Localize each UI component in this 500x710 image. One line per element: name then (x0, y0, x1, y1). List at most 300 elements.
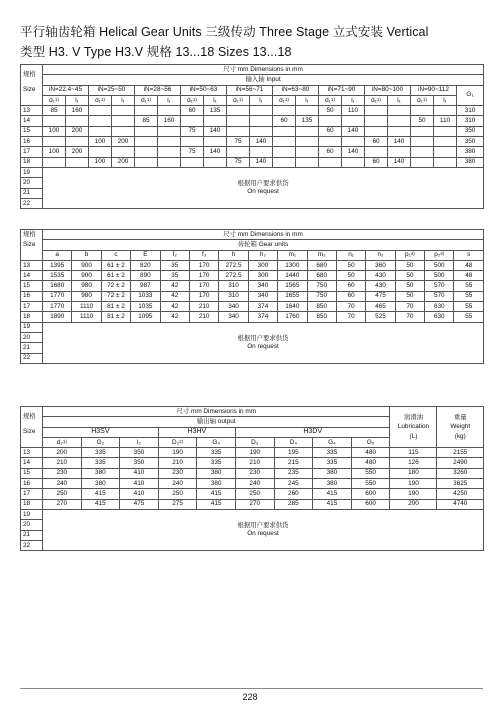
value-cell: 135 (204, 106, 227, 116)
value-cell: 70 (336, 312, 365, 322)
value-cell (135, 126, 158, 136)
d1-label: d₁ (187, 96, 193, 104)
value-cell: 340 (248, 281, 277, 291)
value-cell (227, 147, 250, 157)
value-cell (250, 126, 273, 136)
value-cell: 374 (248, 302, 277, 312)
value-cell: 285 (274, 499, 313, 509)
value-cell: 415 (81, 489, 120, 499)
value-cell: 570 (425, 281, 454, 291)
value-cell (112, 126, 135, 136)
size-label-en: Size (21, 240, 43, 250)
value-cell (181, 137, 204, 147)
value-cell (158, 147, 181, 157)
column-header (366, 250, 395, 260)
value-cell: 3625 (437, 479, 484, 489)
d1-header: d₁$^{1)}$ (411, 95, 434, 105)
value-cell (296, 137, 319, 147)
column-header-label: p₁ (405, 251, 411, 259)
value-cell: 380 (81, 468, 120, 478)
value-cell: 240 (235, 479, 274, 489)
table-row (21, 322, 484, 332)
l1-header: l₁ (342, 95, 365, 105)
column-header (235, 437, 274, 447)
value-cell: 50 (336, 260, 365, 270)
value-cell: 380 (197, 468, 236, 478)
value-cell: 200 (112, 157, 135, 167)
column-header (219, 250, 248, 260)
value-cell: 550 (351, 479, 390, 489)
value-cell: 70 (336, 302, 365, 312)
value-cell: 50 (395, 271, 424, 281)
on-request-note (43, 167, 484, 208)
value-cell: 1110 (72, 302, 101, 312)
value-cell: 272.5 (219, 260, 248, 270)
size-label-en: Size (21, 85, 43, 95)
value-cell: 335 (197, 448, 236, 458)
size-cell: 17 (21, 302, 43, 312)
value-cell: 980 (72, 281, 101, 291)
value-cell: 50 (319, 106, 342, 116)
value-cell: 35 (160, 260, 189, 270)
value-cell: 48 (454, 260, 484, 270)
size-cell: 20 (21, 332, 43, 342)
value-cell: 170 (189, 281, 218, 291)
value-cell: 200 (66, 126, 89, 136)
value-cell: 680 (307, 260, 336, 270)
group-h3hv: H3HV (158, 427, 235, 437)
value-cell (365, 106, 388, 116)
weight-en: Weight (450, 423, 471, 431)
value-cell: 210 (158, 458, 197, 468)
dimensions-title: 尺寸 mm Dimensions in mm (43, 230, 484, 240)
table-row (21, 271, 484, 281)
page-title-line2: 类型 H3. V Type H3.V 规格 13...18 Sizes 13...18 (20, 45, 292, 59)
size-cell: 22 (21, 198, 43, 208)
column-header-label: m₂ (317, 251, 326, 259)
value-cell: 380 (81, 479, 120, 489)
dimensions-title: 尺寸 mm Dimensions in mm (43, 65, 484, 75)
value-cell: 300 (248, 271, 277, 281)
value-cell: 987 (131, 281, 160, 291)
value-cell (388, 106, 411, 116)
column-header (197, 437, 236, 447)
value-cell: 1770 (43, 291, 72, 301)
value-cell (342, 157, 365, 167)
value-cell: 81 ± 2 (101, 302, 130, 312)
table-row (21, 106, 484, 116)
gear-units-rows (21, 260, 484, 363)
size-cell: 22 (21, 353, 43, 363)
section-title: 输出轴 output (43, 417, 390, 427)
value-cell (158, 137, 181, 147)
value-cell (411, 147, 434, 157)
column-header (454, 250, 484, 260)
l1-header: l₁ (158, 95, 181, 105)
value-cell: 350 (457, 137, 484, 147)
value-cell (89, 116, 112, 126)
value-cell: 70 (395, 302, 424, 312)
value-cell: 42 (160, 302, 189, 312)
column-header: p₁$^{4)}$ (395, 250, 424, 260)
size-cell: 18 (21, 499, 43, 509)
value-cell (181, 116, 204, 126)
column-header-label: f₂ (172, 251, 177, 259)
section-title: 输入轴 Input (43, 75, 484, 85)
column-header-label: D₄ (289, 438, 297, 446)
value-cell: 75 (181, 126, 204, 136)
column-header-label: G₂ (96, 438, 105, 446)
value-cell (273, 147, 296, 157)
lubrication-header (390, 407, 437, 448)
value-cell: 980 (72, 291, 101, 301)
size-cell: 19 (21, 322, 43, 332)
size-cell: 21 (21, 188, 43, 198)
size-label-cn: 规格 (21, 407, 43, 428)
value-cell: 70 (395, 312, 424, 322)
on-request-en: On request (247, 530, 279, 538)
column-header: d₂$^{1)}$ (43, 437, 82, 447)
value-cell: 200 (112, 137, 135, 147)
column-header (131, 250, 160, 260)
on-request-en: On request (247, 188, 279, 196)
size-cell: 15 (21, 468, 43, 478)
value-cell: 430 (366, 271, 395, 281)
column-header-label: D₂ (172, 438, 180, 446)
value-cell: 900 (72, 271, 101, 281)
value-cell: 250 (43, 489, 82, 499)
dimensions-title: 尺寸 mm Dimensions in mm (43, 407, 390, 417)
value-cell: 275 (158, 499, 197, 509)
on-request-cn: 根据用户要求供货 (237, 522, 289, 530)
value-cell (434, 137, 457, 147)
table-row (21, 260, 484, 270)
value-cell: 230 (43, 468, 82, 478)
value-cell (273, 126, 296, 136)
value-cell: 630 (425, 302, 454, 312)
value-cell: 75 (181, 147, 204, 157)
value-cell (250, 147, 273, 157)
value-cell: 42 (160, 291, 189, 301)
value-cell: 55 (454, 302, 484, 312)
ratio-group-header: iN=28~56 (135, 85, 181, 95)
value-cell (135, 147, 158, 157)
column-header-label: f₃ (201, 251, 207, 259)
value-cell: 350 (457, 126, 484, 136)
value-cell: 140 (204, 126, 227, 136)
column-header (101, 250, 130, 260)
value-cell: 60 (319, 147, 342, 157)
value-cell: 475 (366, 291, 395, 301)
value-cell (319, 157, 342, 167)
value-cell: 200 (43, 448, 82, 458)
value-cell: 500 (425, 260, 454, 270)
table-row (21, 489, 484, 499)
value-cell: 380 (457, 157, 484, 167)
l1-header: l₁ (204, 95, 227, 105)
value-cell: 72 ± 2 (101, 281, 130, 291)
value-cell (388, 147, 411, 157)
value-cell: 250 (158, 489, 197, 499)
value-cell: 85 (43, 106, 66, 116)
table-row (21, 312, 484, 322)
value-cell: 4740 (437, 499, 484, 509)
page-title-line1: 平行轴齿轮箱 Helical Gear Units 三级传动 Three Stage 立式安装 Vertical (20, 25, 429, 39)
table-row (21, 281, 484, 291)
value-cell: 60 (181, 106, 204, 116)
value-cell: 2490 (437, 458, 484, 468)
value-cell: 4250 (437, 489, 484, 499)
value-cell: 75 (227, 137, 250, 147)
value-cell: 410 (120, 489, 159, 499)
d1-header: d₁$^{1)}$ (89, 95, 112, 105)
value-cell: 415 (197, 489, 236, 499)
value-cell (204, 116, 227, 126)
d1-header: d₁$^{1)}$ (135, 95, 158, 105)
value-cell: 335 (81, 448, 120, 458)
d1-header: d₁$^{1)}$ (365, 95, 388, 105)
value-cell: 100 (43, 147, 66, 157)
section-title: 齿轮箱 Gear units (43, 240, 484, 250)
d1-label: d₁ (49, 96, 55, 104)
l1-header: l₁ (388, 95, 411, 105)
value-cell: 3260 (437, 468, 484, 478)
table-row (21, 499, 484, 509)
value-cell (89, 126, 112, 136)
value-cell: 72 ± 2 (101, 291, 130, 301)
value-cell (112, 116, 135, 126)
column-header-label: a (55, 251, 59, 259)
value-cell: 210 (189, 302, 218, 312)
value-cell: 820 (131, 260, 160, 270)
value-cell: 1095 (131, 312, 160, 322)
value-cell: 126 (390, 458, 437, 468)
value-cell (365, 126, 388, 136)
value-cell: 140 (342, 147, 365, 157)
value-cell: 170 (189, 271, 218, 281)
value-cell: 140 (204, 147, 227, 157)
value-cell: 160 (66, 106, 89, 116)
value-cell: 890 (131, 271, 160, 281)
value-cell: 190 (390, 489, 437, 499)
value-cell: 335 (313, 448, 352, 458)
value-cell (273, 157, 296, 167)
value-cell (273, 137, 296, 147)
value-cell: 272.5 (219, 271, 248, 281)
ratio-group-header: iN=50~63 (181, 85, 227, 95)
value-cell (66, 137, 89, 147)
value-cell: 550 (351, 468, 390, 478)
value-cell (388, 126, 411, 136)
value-cell: 300 (248, 260, 277, 270)
value-cell: 190 (390, 479, 437, 489)
value-cell: 140 (342, 126, 365, 136)
l1-header: l₁ (434, 95, 457, 105)
column-header-label: h₂ (259, 251, 266, 259)
value-cell: 1033 (131, 291, 160, 301)
size-label-en: Size (21, 427, 43, 437)
value-cell: 270 (235, 499, 274, 509)
size-cell: 14 (21, 458, 43, 468)
size-cell: 20 (21, 178, 43, 188)
weight-header (437, 407, 484, 448)
on-request-note (43, 509, 484, 550)
table-row (21, 137, 484, 147)
value-cell (135, 157, 158, 167)
table-row (21, 126, 484, 136)
value-cell: 415 (313, 489, 352, 499)
value-cell: 900 (72, 260, 101, 270)
lubrication-unit: (L) (409, 432, 418, 440)
value-cell: 600 (351, 499, 390, 509)
value-cell: 410 (120, 479, 159, 489)
column-header (307, 250, 336, 260)
table-row (21, 479, 484, 489)
column-header-label: s (467, 251, 471, 259)
value-cell (434, 147, 457, 157)
value-cell: 100 (89, 157, 112, 167)
on-request-cn: 根据用户要求供货 (237, 180, 289, 188)
value-cell: 335 (313, 458, 352, 468)
on-request-note (43, 322, 484, 363)
value-cell (296, 126, 319, 136)
ratio-group-header: iN=56~71 (227, 85, 273, 95)
column-header: D₂$^{2)}$ (158, 437, 197, 447)
value-cell: 42 (160, 281, 189, 291)
value-cell: 170 (189, 260, 218, 270)
value-cell: 55 (454, 291, 484, 301)
value-cell: 60 (319, 126, 342, 136)
value-cell: 110 (342, 106, 365, 116)
value-cell: 200 (390, 499, 437, 509)
value-cell: 340 (248, 291, 277, 301)
value-cell: 240 (43, 479, 82, 489)
column-header (274, 437, 313, 447)
value-cell: 110 (434, 116, 457, 126)
value-cell: 42 (160, 312, 189, 322)
value-cell (89, 106, 112, 116)
input-shaft-table (20, 64, 484, 209)
value-cell: 750 (307, 291, 336, 301)
column-header (160, 250, 189, 260)
g1-header: G₁ (457, 85, 484, 106)
column-header-label: c (114, 251, 118, 259)
value-cell: 310 (219, 291, 248, 301)
size-cell: 15 (21, 281, 43, 291)
value-cell: 335 (81, 458, 120, 468)
value-cell: 60 (336, 291, 365, 301)
value-cell: 210 (235, 458, 274, 468)
value-cell (112, 106, 135, 116)
value-cell: 465 (366, 302, 395, 312)
value-cell (434, 157, 457, 167)
value-cell: 415 (313, 499, 352, 509)
ratio-group-header: iN=25~50 (89, 85, 135, 95)
d1-label: d₁ (325, 96, 331, 104)
value-cell: 750 (307, 281, 336, 291)
value-cell (365, 116, 388, 126)
value-cell: 235 (274, 468, 313, 478)
value-cell (411, 157, 434, 167)
value-cell: 350 (120, 448, 159, 458)
value-cell: 115 (390, 448, 437, 458)
value-cell: 380 (457, 147, 484, 157)
column-header (313, 437, 352, 447)
value-cell: 475 (120, 499, 159, 509)
column-header-label: G₅ (366, 438, 375, 446)
value-cell (135, 106, 158, 116)
value-cell: 1035 (131, 302, 160, 312)
column-header-label: b (84, 251, 89, 259)
value-cell (181, 157, 204, 167)
size-cell: 18 (21, 157, 43, 167)
size-cell: 16 (21, 479, 43, 489)
weight-cn: 重量 (453, 413, 467, 421)
value-cell (250, 116, 273, 126)
d1-label: d₁ (95, 96, 101, 104)
value-cell: 1890 (43, 312, 72, 322)
value-cell (411, 106, 434, 116)
value-cell: 50 (336, 271, 365, 281)
size-cell: 17 (21, 489, 43, 499)
value-cell: 380 (313, 468, 352, 478)
size-cell: 16 (21, 291, 43, 301)
column-header-label: l₂ (137, 438, 141, 446)
value-cell (319, 116, 342, 126)
value-cell (66, 157, 89, 167)
column-header-label: p₂ (434, 251, 441, 259)
value-cell (434, 126, 457, 136)
d1-label: d₁ (233, 96, 239, 104)
value-cell: 340 (219, 312, 248, 322)
value-cell (112, 147, 135, 157)
value-cell: 430 (366, 281, 395, 291)
size-cell: 16 (21, 137, 43, 147)
size-cell: 15 (21, 126, 43, 136)
column-header (72, 250, 101, 260)
size-label-cn: 规格 (21, 230, 43, 240)
value-cell: 310 (457, 116, 484, 126)
value-cell: 50 (411, 116, 434, 126)
size-cell: 13 (21, 106, 43, 116)
output-shaft-rows (21, 448, 484, 551)
value-cell: 1655 (278, 291, 307, 301)
value-cell: 48 (454, 271, 484, 281)
value-cell (411, 126, 434, 136)
value-cell (204, 157, 227, 167)
size-cell: 20 (21, 520, 43, 530)
table-row (21, 509, 484, 519)
value-cell: 525 (366, 312, 395, 322)
value-cell (158, 106, 181, 116)
value-cell: 500 (425, 271, 454, 281)
value-cell: 335 (197, 458, 236, 468)
value-cell: 60 (365, 137, 388, 147)
value-cell: 60 (273, 116, 296, 126)
lubrication-en: Lubrication (397, 423, 430, 431)
value-cell: 60 (365, 157, 388, 167)
column-header-label: h (231, 251, 236, 259)
value-cell: 245 (274, 479, 313, 489)
size-cell: 21 (21, 530, 43, 540)
value-cell: 1535 (43, 271, 72, 281)
d1-header: d₁$^{1)}$ (43, 95, 66, 105)
value-cell: 850 (307, 312, 336, 322)
d1-label: d₁ (279, 96, 285, 104)
value-cell: 210 (189, 312, 218, 322)
value-cell: 680 (307, 271, 336, 281)
l1-header: l₁ (296, 95, 319, 105)
